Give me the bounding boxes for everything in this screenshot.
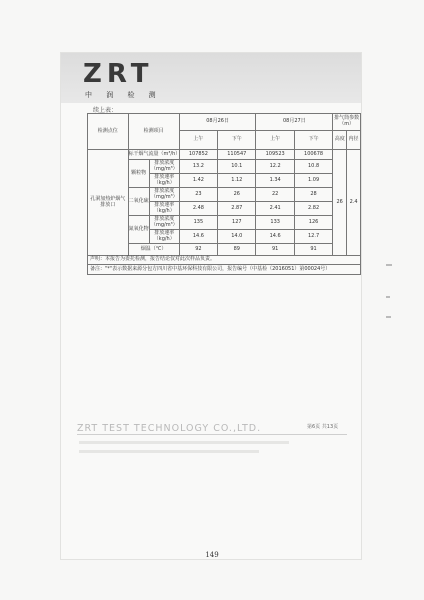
temp-value: 91: [294, 244, 332, 256]
header-date-2: 08月27日: [256, 114, 333, 131]
page-of: 第6页 共13页: [307, 424, 339, 430]
flow-value: 109523: [256, 150, 294, 160]
stack-height: 26: [333, 150, 347, 256]
faint-footer-line: [79, 441, 289, 444]
header-am: 上午: [179, 131, 217, 150]
conc-label: 排放浓度（mg/m³）: [150, 159, 178, 172]
so2-conc: 26: [218, 188, 256, 202]
flow-value: 107852: [179, 150, 217, 160]
document-page: [60, 52, 362, 560]
so2-label: 二氧化硫: [128, 188, 149, 216]
header-stack: 排气筒参数（m）: [333, 114, 361, 131]
nox-conc: 135: [179, 216, 217, 230]
emission-table: [87, 113, 361, 275]
so2-rate: 2.87: [218, 202, 256, 216]
company-logo-subtitle: 中 润 检 测: [85, 91, 162, 99]
pm-conc: 13.2: [179, 160, 217, 174]
stack-diameter: 2.4: [347, 150, 361, 256]
pm-label: 颗粒物: [128, 160, 149, 188]
location-cell: 孔洞加热炉烟气排放口: [88, 150, 129, 256]
so2-rate: 2.82: [294, 202, 332, 216]
conc-label: 排放浓度（mg/m³）: [150, 187, 178, 200]
pm-rate: 1.12: [218, 174, 256, 188]
temp-value: 91: [256, 244, 294, 256]
header-height: 高度: [333, 131, 347, 150]
nox-conc: 133: [256, 216, 294, 230]
nox-conc: 126: [294, 216, 332, 230]
pm-rate: 1.42: [179, 174, 217, 188]
nox-rate: 14.6: [179, 230, 217, 244]
pm-rate: 1.09: [294, 174, 332, 188]
remarks: 备注："*"表示数据来源分包方四川省中基环保科技有限公司，报告编号（中基检（2016051）第00024号）: [88, 265, 361, 275]
so2-rate: 2.48: [179, 202, 217, 216]
pm-rate: 1.34: [256, 174, 294, 188]
rate-label: 排放速率（kg/h）: [149, 230, 179, 244]
pm-conc: 10.1: [218, 160, 256, 174]
company-logo: ZRT: [83, 59, 154, 89]
nox-label: 氮氧化物: [128, 216, 149, 244]
flow-value: 110547: [218, 150, 256, 160]
header-item: 检测项目: [128, 114, 179, 150]
footer-brand: ZRT TEST TECHNOLOGY CO.,LTD.: [77, 423, 262, 434]
header-pm: 下午: [294, 131, 332, 150]
so2-rate: 2.41: [256, 202, 294, 216]
nox-rate: 14.0: [218, 230, 256, 244]
rate-label: 排放速率（kg/h）: [149, 174, 179, 188]
header-pm: 下午: [218, 131, 256, 150]
header-am: 上午: [256, 131, 294, 150]
header-date-1: 08月26日: [179, 114, 256, 131]
temp-value: 92: [179, 244, 217, 256]
so2-conc: 23: [179, 188, 217, 202]
header-location: 检测点位: [88, 114, 129, 150]
pm-conc: 10.8: [294, 160, 332, 174]
header-diameter: 内径: [347, 131, 361, 150]
nox-rate: 14.6: [256, 230, 294, 244]
footer-divider: [77, 434, 347, 435]
so2-conc: 22: [256, 188, 294, 202]
flow-label: 标干烟气流量（m³/h）: [128, 150, 179, 160]
pm-conc: 12.2: [256, 160, 294, 174]
temp-label: 烟温（℃）: [128, 244, 179, 256]
nox-rate: 12.7: [294, 230, 332, 244]
so2-conc: 28: [294, 188, 332, 202]
conc-label: 排放浓度（mg/m³）: [150, 215, 178, 228]
margin-binding-marks: [386, 264, 394, 318]
temp-value: 89: [218, 244, 256, 256]
rate-label: 排放速率（kg/h）: [149, 202, 179, 216]
flow-value: 100678: [294, 150, 332, 160]
faint-footer-line: [79, 450, 259, 453]
statement: 声明：本报告为委托检测，报告结论仅对此次样品负责。: [88, 256, 361, 265]
continued-label: 续上表：: [93, 107, 118, 114]
page-number: 149: [205, 551, 219, 559]
nox-conc: 127: [218, 216, 256, 230]
